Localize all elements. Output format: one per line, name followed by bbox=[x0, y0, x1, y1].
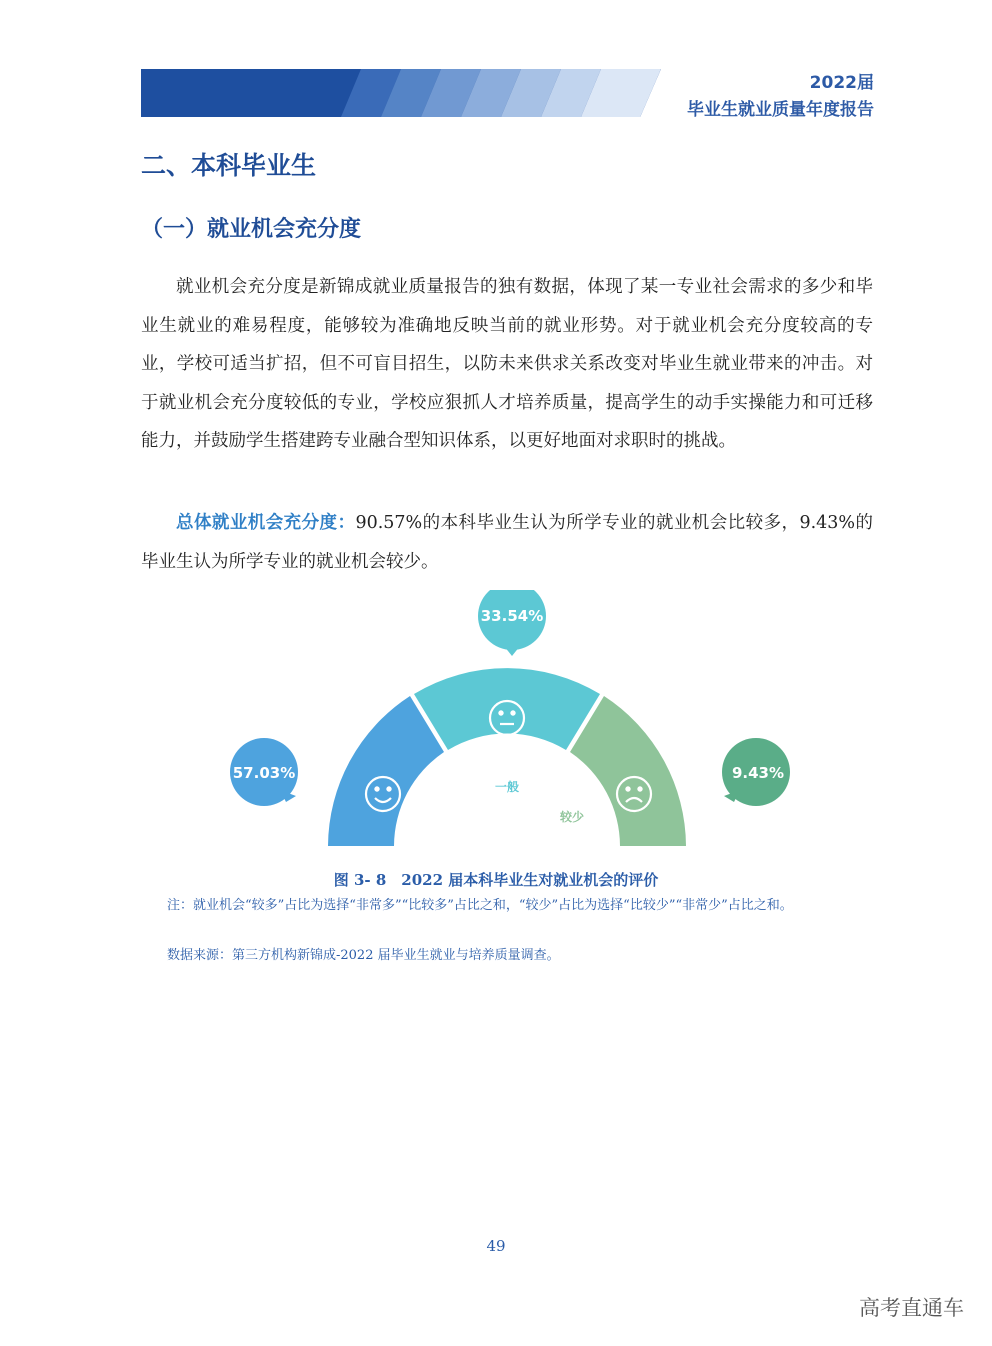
bubble-neutral bbox=[478, 590, 546, 656]
section-title: 二、本科毕业生 bbox=[141, 151, 317, 180]
bubble-value-more: 57.03% bbox=[232, 764, 296, 782]
summary-text: 90.57%的本科毕业生认为所学专业的就业机会比较多，9.43%的毕业生认为所学专业的就业机会较少。 bbox=[141, 513, 873, 572]
bubble-value-neutral: 33.54% bbox=[480, 607, 544, 625]
paragraph-intro: 就业机会充分度是新锦成就业质量报告的独有数据，体现了某一专业社会需求的多少和毕业生就业的难易程度，能够较为准确地反映当前的就业形势。对于就业机会充分度较高的专业，学校可适当扩招，但不可盲目招生，以防未来供求关系改变对毕业生就业带来的冲击。对于就业机会充分度较低的专业，学校应狠抓人才培养质量，提高学生的动手实操能力和可迁移能力，并鼓励学生搭建跨专业融合型知识体系，以更好地面对求职时的挑战。 bbox=[141, 277, 873, 451]
figure-note: 注：就业机会“较多”占比为选择“非常多”“比较多”占比之和，“较少”占比为选择“比较少”“非常少”占比之和。 bbox=[167, 898, 793, 913]
header-year: 2022届 bbox=[809, 73, 874, 93]
subsection-title: （一）就业机会充分度 bbox=[141, 217, 362, 242]
chart-label-neutral: 一般 bbox=[494, 780, 520, 794]
bubble-more bbox=[230, 738, 298, 806]
summary-label: 总体就业机会充分度： bbox=[176, 513, 356, 533]
figure-caption: 图 3- 8 2022 届本科毕业生对就业机会的评价 bbox=[333, 871, 659, 889]
chart-segment-neutral bbox=[414, 668, 600, 750]
paragraph-summary bbox=[141, 504, 873, 581]
bubble-value-less: 9.43% bbox=[731, 764, 785, 782]
chart-segment-less bbox=[570, 696, 686, 846]
header-title: 毕业生就业质量年度报告 bbox=[687, 100, 874, 120]
chart-label-less: 较少 bbox=[560, 810, 585, 824]
banner-stripes bbox=[141, 69, 661, 117]
data-source: 数据来源：第三方机构新锦成-2022 届毕业生就业与培养质量调查。 bbox=[167, 948, 560, 963]
chart-label-more: 较多 bbox=[426, 810, 451, 824]
header-banner bbox=[141, 69, 661, 117]
page-number: 49 bbox=[486, 1237, 506, 1255]
employment-opportunity-chart bbox=[220, 590, 800, 860]
watermark-text: 高考直通车 bbox=[859, 1296, 964, 1320]
bubble-less bbox=[722, 738, 790, 806]
